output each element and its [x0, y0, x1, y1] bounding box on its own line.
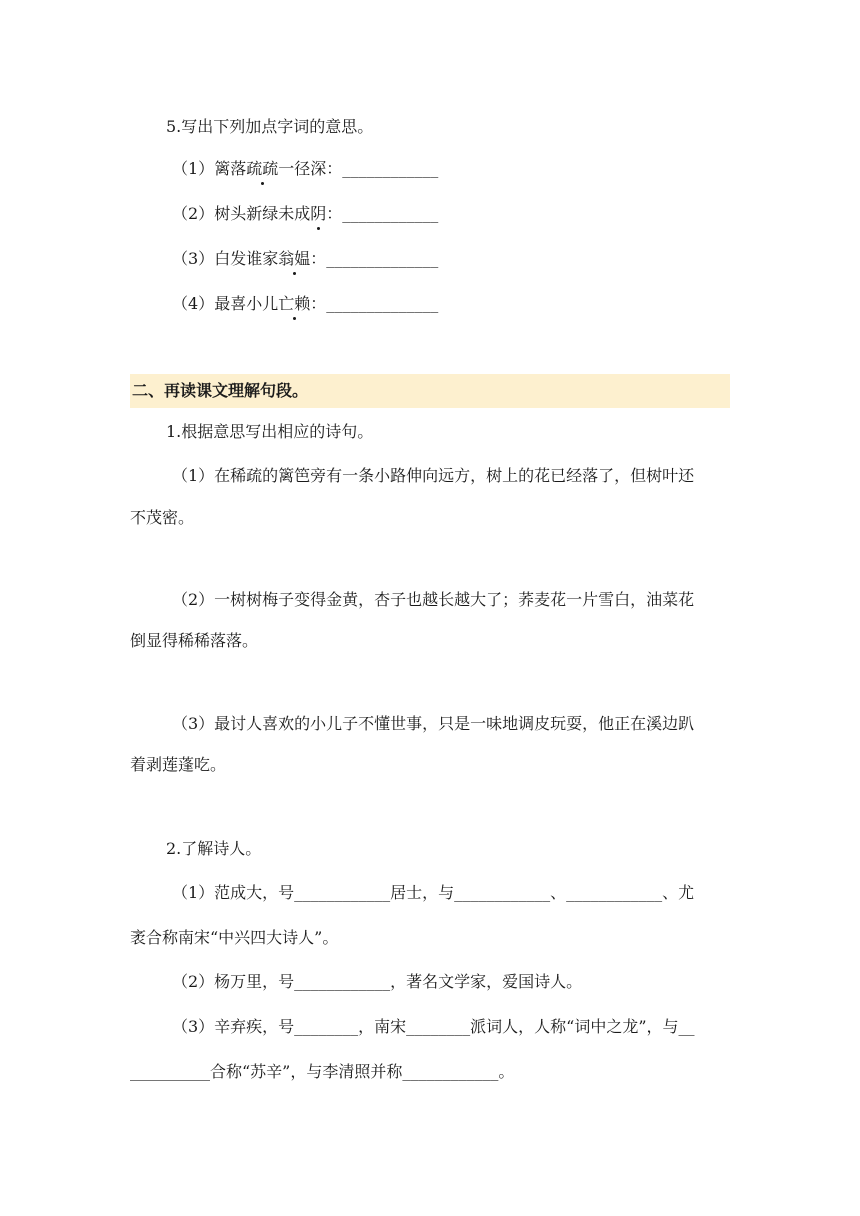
question-5-item-3: （3）白发谁家翁媪：______________ [172, 249, 439, 268]
question-5-title: 5.写出下列加点字词的意思。 [166, 117, 374, 136]
question-1-item-1-line1: （1）在稀疏的篱笆旁有一条小路伸向远方，树上的花已经落了，但树叶还 [172, 466, 695, 485]
question-5-item-2: （2）树头新绿未成阴：____________ [172, 204, 439, 223]
dotted-word: 翁媪 [278, 249, 311, 268]
question-2-item-1-line2: 袤合称南宋“中兴四大诗人”。 [130, 928, 339, 947]
question-5-item-1: （1）篱落疏疏一径深：____________ [172, 159, 439, 178]
question-2-item-2: （2）杨万里，号____________，著名文学家，爱国诗人。 [172, 972, 583, 991]
question-1-item-2-line1: （2）一树树梅子变得金黄，杏子也越长越大了；荞麦花一片雪白，油菜花 [172, 590, 695, 609]
question-1-item-1-line2: 不茂密。 [130, 508, 195, 527]
question-1-item-3-line2: 着剥莲蓬吃。 [130, 755, 227, 774]
answer-blank[interactable]: ____________ [342, 204, 439, 223]
question-5-item-4: （4）最喜小儿亡赖：______________ [172, 294, 439, 313]
answer-blank[interactable]: ______________ [326, 294, 439, 313]
question-1-item-3-line1: （3）最讨人喜欢的小儿子不懂世事，只是一味地调皮玩耍，他正在溪边趴 [172, 714, 695, 733]
question-2-item-3-line2: __________合称“苏辛”，与李清照并称____________。 [130, 1062, 515, 1081]
question-2-item-1-line1: （1）范成大，号____________居士，与____________、____________、尤 [172, 883, 695, 902]
question-1-title: 1.根据意思写出相应的诗句。 [166, 422, 374, 441]
dotted-word: 亡赖 [278, 294, 311, 313]
dotted-word: 阴 [310, 204, 327, 223]
dotted-word: 疏疏 [246, 159, 279, 178]
question-2-title: 2.了解诗人。 [166, 839, 262, 858]
question-2-item-3-line1: （3）辛弃疾，号________，南宋________派词人，人称“词中之龙”，与__ [172, 1017, 695, 1036]
answer-blank[interactable]: ____________ [342, 159, 439, 178]
answer-blank[interactable]: ______________ [326, 249, 439, 268]
section-title: 二、再读课文理解句段。 [132, 381, 309, 400]
question-1-item-2-line2: 倒显得稀稀落落。 [130, 631, 259, 650]
